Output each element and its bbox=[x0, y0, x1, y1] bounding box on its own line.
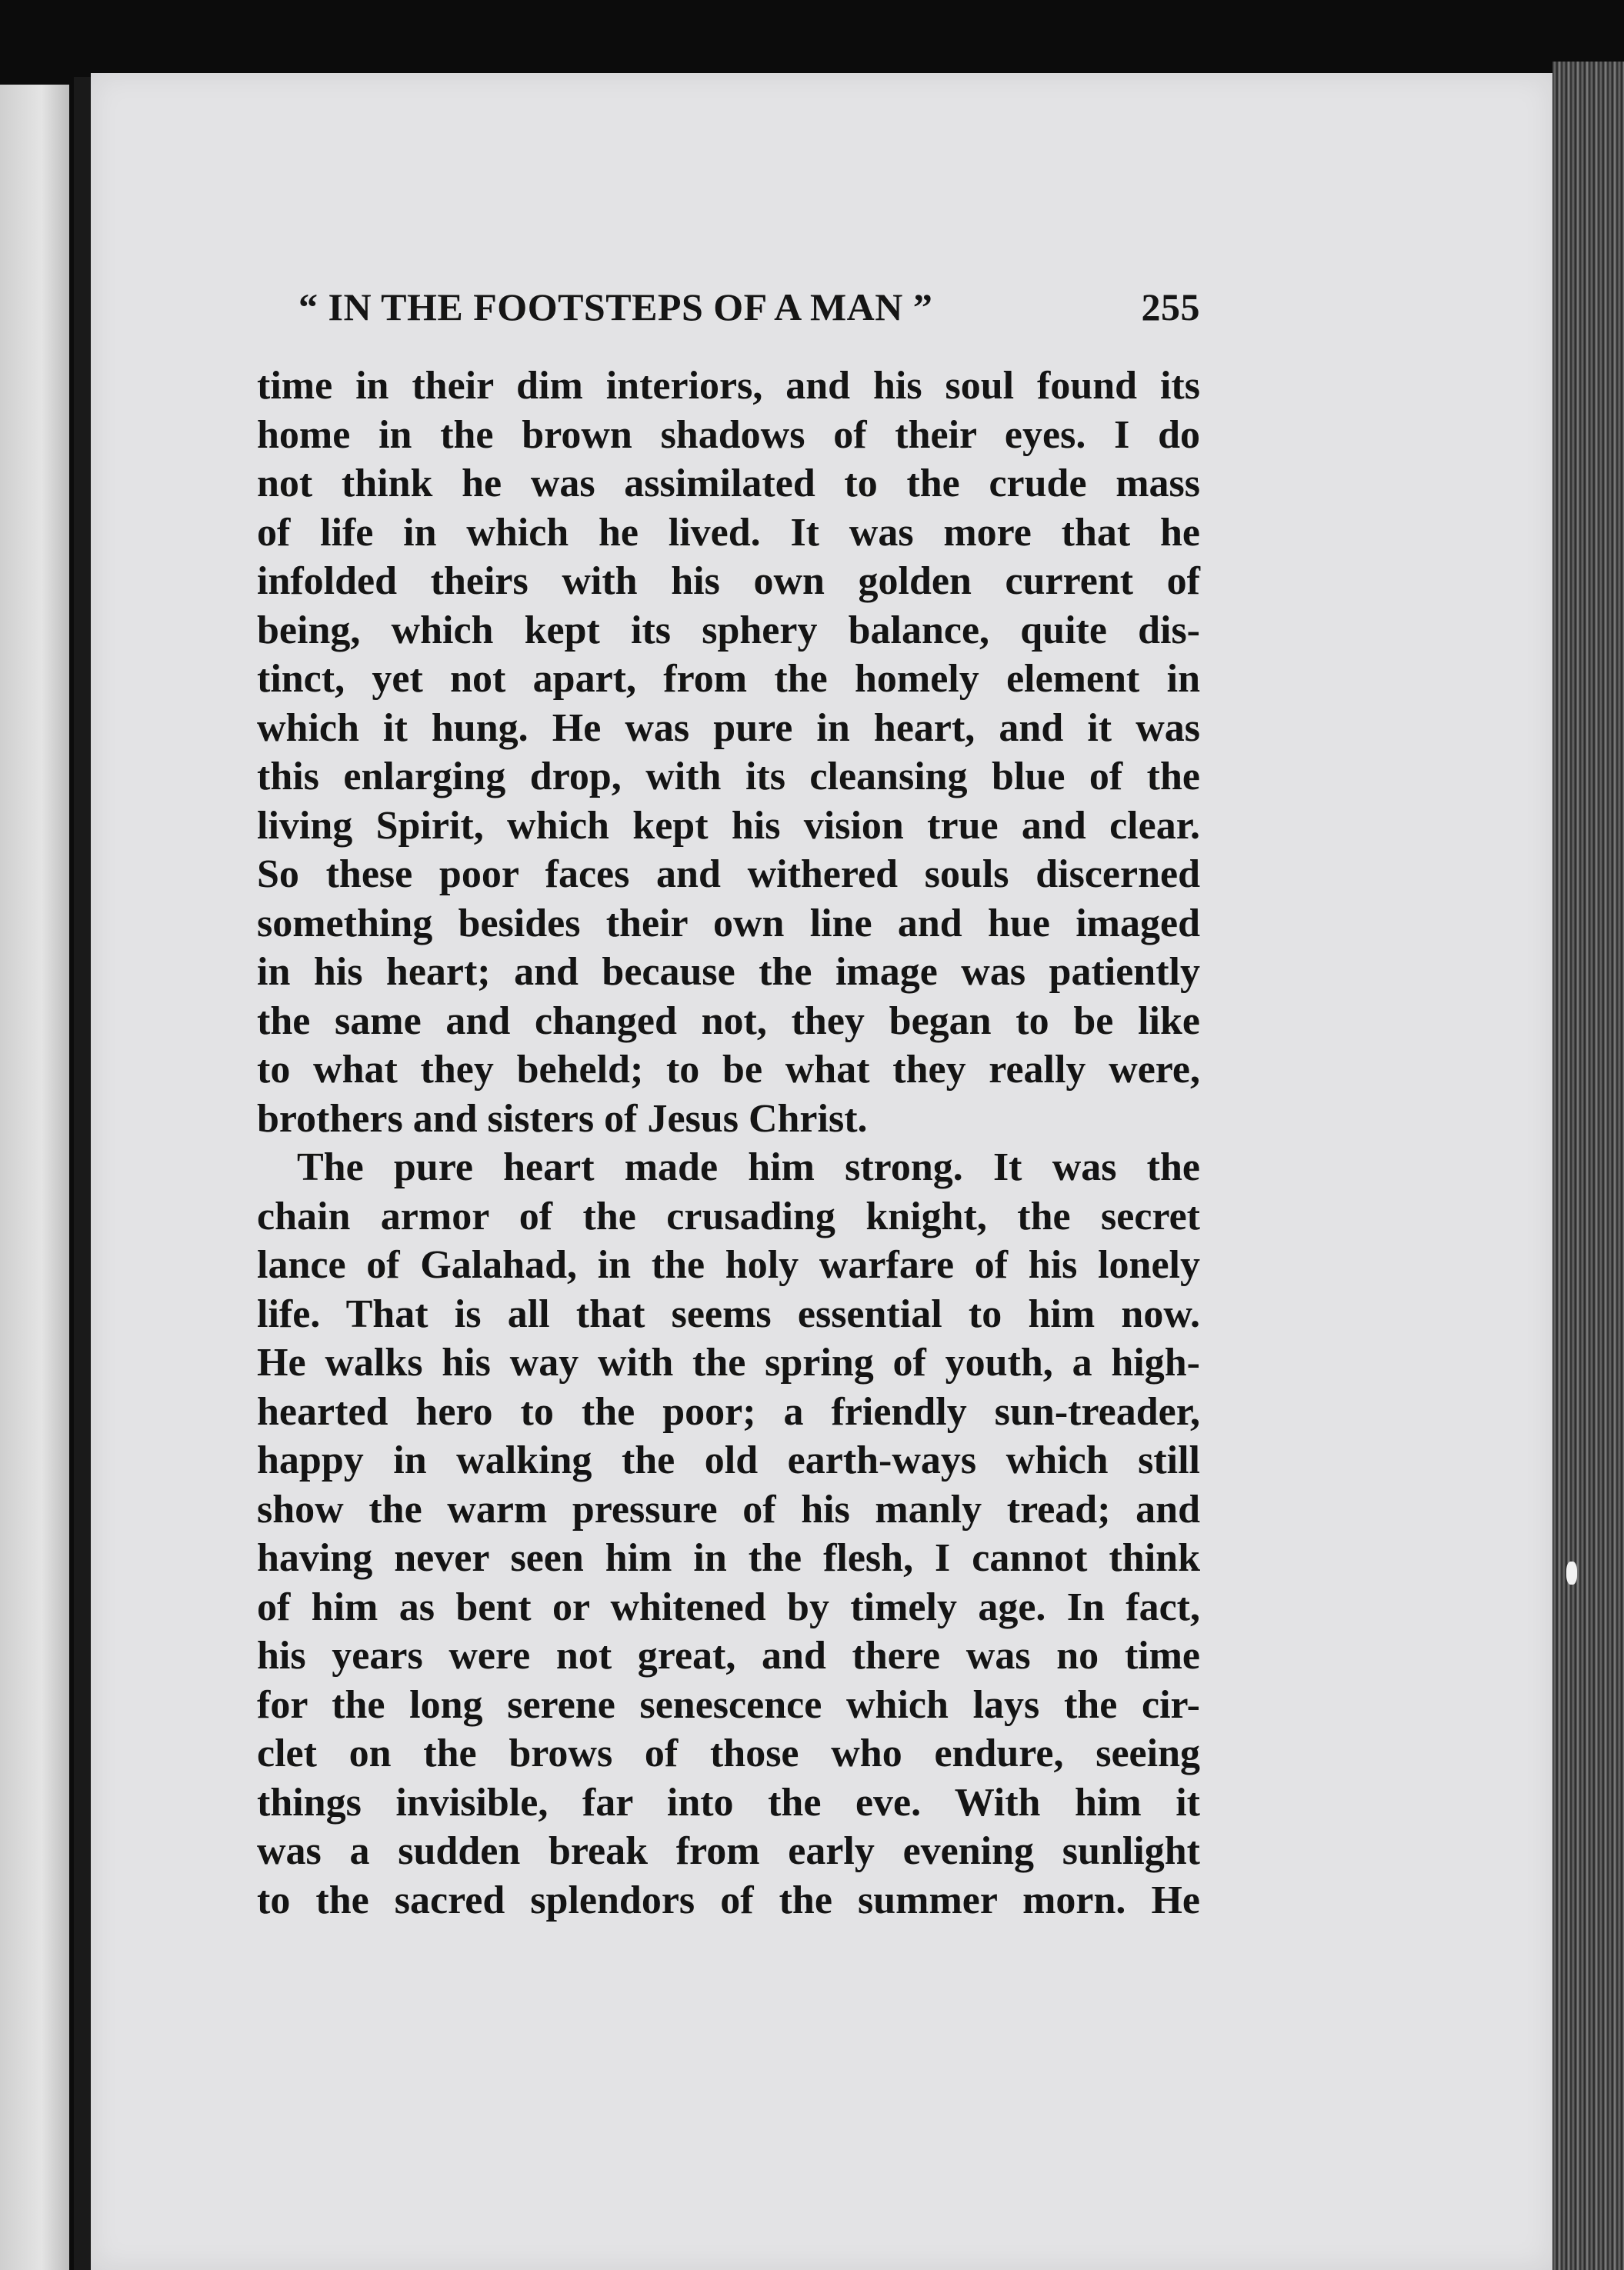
text-line: being, which kept its sphery balance, quite dis- bbox=[257, 608, 1200, 652]
text-line: life. That is all that seems essential to him now. bbox=[257, 1292, 1200, 1336]
text-line: lance of Galahad, in the holy warfare of his lonely bbox=[257, 1243, 1200, 1287]
text-line: to the sacred splendors of the summer morn. He bbox=[257, 1878, 1200, 1922]
text-line: his years were not great, and there was no time bbox=[257, 1634, 1200, 1678]
right-page-edge bbox=[1552, 62, 1624, 2270]
text-line: brothers and sisters of Jesus Christ. bbox=[257, 1096, 868, 1141]
text-line: was a sudden break from early evening sunlight bbox=[257, 1829, 1200, 1873]
text-line: clet on the brows of those who endure, seeing bbox=[257, 1732, 1200, 1775]
text-line: time in their dim interiors, and his soul found its bbox=[257, 364, 1200, 408]
running-head-title: “ IN THE FOOTSTEPS OF A MAN ” bbox=[298, 285, 933, 328]
text-line: show the warm pressure of his manly tread; and bbox=[257, 1487, 1200, 1532]
text-line: things invisible, far into the eve. With him it bbox=[257, 1780, 1200, 1825]
text-line: for the long serene senescence which lays the cir- bbox=[257, 1682, 1200, 1727]
page-number: 255 bbox=[1141, 285, 1200, 328]
paragraph bbox=[257, 1143, 1200, 1925]
text-line: happy in walking the old earth-ways which still bbox=[257, 1438, 1200, 1482]
text-line: not think he was assimilated to the crude mass bbox=[257, 462, 1200, 505]
text-line: something besides their own line and hue imaged bbox=[257, 901, 1200, 945]
text-line: home in the brown shadows of their eyes. I do bbox=[257, 412, 1200, 457]
text-line: So these poor faces and withered souls discerned bbox=[257, 852, 1200, 896]
text-line: tinct, yet not apart, from the homely element in bbox=[257, 657, 1200, 701]
running-head bbox=[298, 285, 1200, 338]
text-line: infolded theirs with his own golden current of bbox=[257, 559, 1200, 603]
text-line: of life in which he lived. It was more that he bbox=[257, 510, 1200, 555]
text-line: to what they beheld; to be what they really were, bbox=[257, 1048, 1200, 1092]
binding-shadow bbox=[74, 77, 91, 2270]
paragraph bbox=[257, 362, 1200, 1143]
text-line: hearted hero to the poor; a friendly sun-treader, bbox=[257, 1389, 1200, 1434]
text-line: of him as bent or whitened by timely age. In fact, bbox=[257, 1585, 1200, 1629]
text-line: which it hung. He was pure in heart, and it was bbox=[257, 705, 1200, 750]
text-line: He walks his way with the spring of youth, a high- bbox=[257, 1341, 1200, 1385]
text-line: The pure heart made him strong. It was the bbox=[297, 1145, 1200, 1189]
left-page-edge bbox=[0, 85, 69, 2270]
text-line: chain armor of the crusading knight, the secret bbox=[257, 1194, 1200, 1238]
text-line: this enlarging drop, with its cleansing blue of the bbox=[257, 755, 1200, 798]
text-line: in his heart; and because the image was patiently bbox=[257, 950, 1200, 994]
text-line: having never seen him in the flesh, I cannot think bbox=[257, 1536, 1200, 1580]
body-text bbox=[257, 362, 1200, 1925]
text-line: the same and changed not, they began to be like bbox=[257, 998, 1200, 1043]
text-line: living Spirit, which kept his vision true and clear. bbox=[257, 803, 1200, 848]
page-tear-mark bbox=[1566, 1562, 1577, 1585]
